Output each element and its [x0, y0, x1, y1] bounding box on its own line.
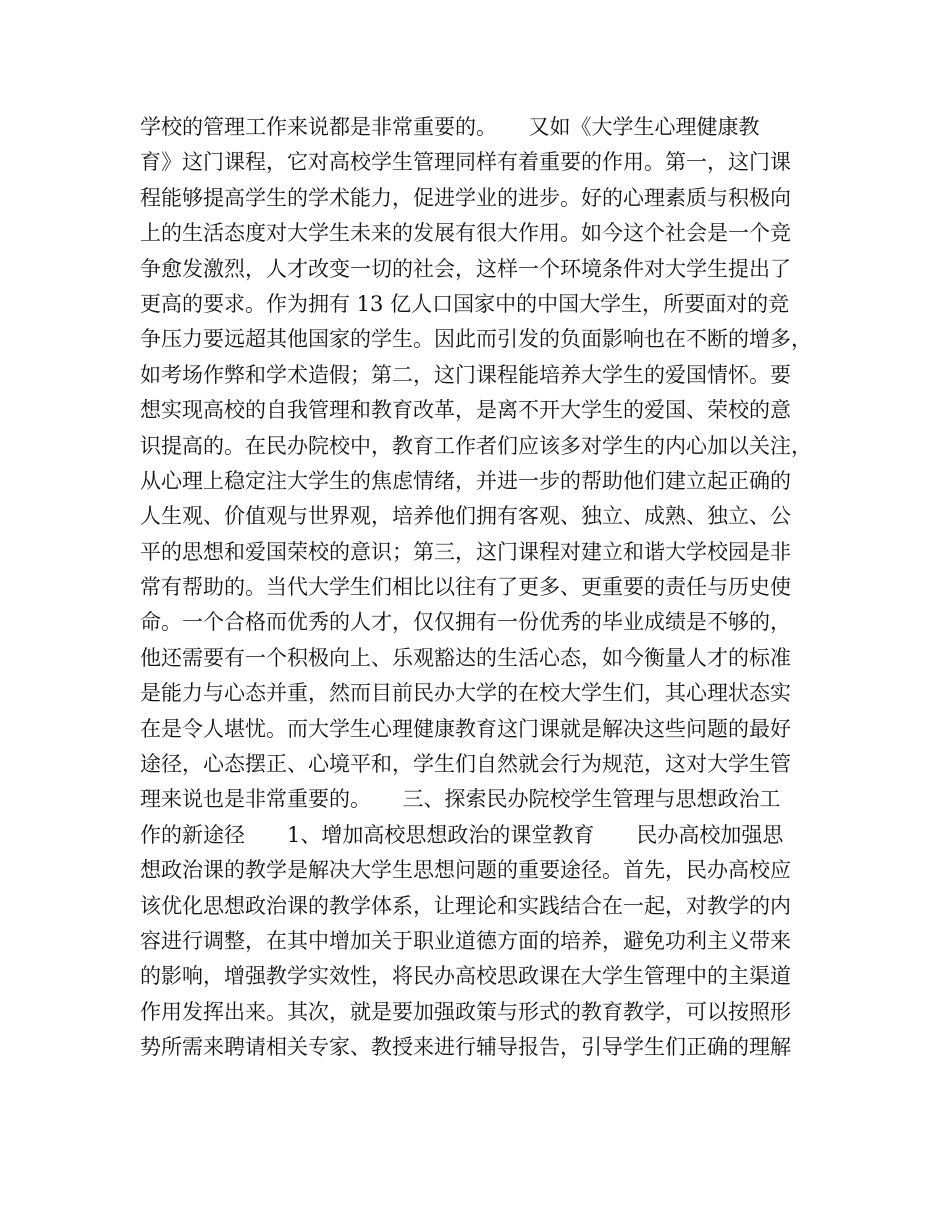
text-line: 更高的要求。作为拥有 13 亿人口国家中的中国大学生，所要面对的竞: [140, 291, 790, 316]
text-line: 是能力与心态并重，然而目前民办大学的在校大学生们，其心理状态实: [140, 681, 791, 706]
text-line: 在是令人堪忧。而大学生心理健康教育这门课就是解决这些问题的最好: [140, 716, 791, 741]
text-line: 作用发挥出来。其次，就是要加强政策与形式的教育教学，可以按照形: [140, 999, 791, 1024]
text-line: 常有帮助的。当代大学生们相比以往有了更多、更重要的责任与历史使: [140, 575, 791, 600]
text-line: 作的新途径 1、增加高校思想政治的课堂教育 民办高校加强思: [140, 822, 784, 847]
text-line: 人生观、价值观与世界观，培养他们拥有客观、独立、成熟、独立、公: [140, 504, 791, 529]
text-line: 程能够提高学生的学术能力，促进学业的进步。好的心理素质与积极向: [140, 185, 791, 210]
text-line: 上的生活态度对大学生未来的发展有很大作用。如今这个社会是一个竞: [140, 221, 791, 246]
text-line: 命。一个合格而优秀的人才，仅仅拥有一份优秀的毕业成绩是不够的，: [140, 610, 791, 635]
text-line: 途径，心态摆正、心境平和，学生们自然就会行为规范，这对大学生管: [140, 752, 791, 777]
text-line: 争压力要远超其他国家的学生。因此而引发的负面影响也在不断的增多，: [140, 327, 812, 352]
text-line: 从心理上稳定注大学生的焦虑情绪，并进一步的帮助他们建立起正确的: [140, 468, 791, 493]
text-line: 识提高的。在民办院校中，教育工作者们应该多对学生的内心加以关注，: [140, 433, 812, 458]
text-line: 该优化思想政治课的教学体系，让理论和实践结合在一起，对教学的内: [140, 893, 791, 918]
text-line: 理来说也是非常重要的。 三、探索民办院校学生管理与思想政治工: [140, 787, 781, 812]
text-line: 容进行调整，在其中增加关于职业道德方面的培养，避免功利主义带来: [140, 928, 791, 953]
text-line: 想政治课的教学是解决大学生思想问题的重要途径。首先，民办高校应: [140, 858, 791, 883]
text-line: 育》这门课程，它对高校学生管理同样有着重要的作用。第一，这门课: [140, 150, 791, 175]
text-line: 如考场作弊和学术造假；第二，这门课程能培养大学生的爱国情怀。要: [140, 362, 791, 387]
body-text: [140, 110, 830, 1066]
text-line: 势所需来聘请相关专家、教授来进行辅导报告，引导学生们正确的理解: [140, 1035, 791, 1060]
text-line: 的影响，增强教学实效性，将民办高校思政课在大学生管理中的主渠道: [140, 964, 791, 989]
text-line: 想实现高校的自我管理和教育改革，是离不开大学生的爱国、荣校的意: [140, 398, 791, 423]
text-line: 他还需要有一个积极向上、乐观豁达的生活心态，如今衡量人才的标准: [140, 645, 791, 670]
text-line: 平的思想和爱国荣校的意识；第三，这门课程对建立和谐大学校园是非: [140, 539, 791, 564]
text-line: 争愈发激烈，人才改变一切的社会，这样一个环境条件对大学生提出了: [140, 256, 791, 281]
text-line: 学校的管理工作来说都是非常重要的。 又如《大学生心理健康教: [140, 115, 760, 139]
